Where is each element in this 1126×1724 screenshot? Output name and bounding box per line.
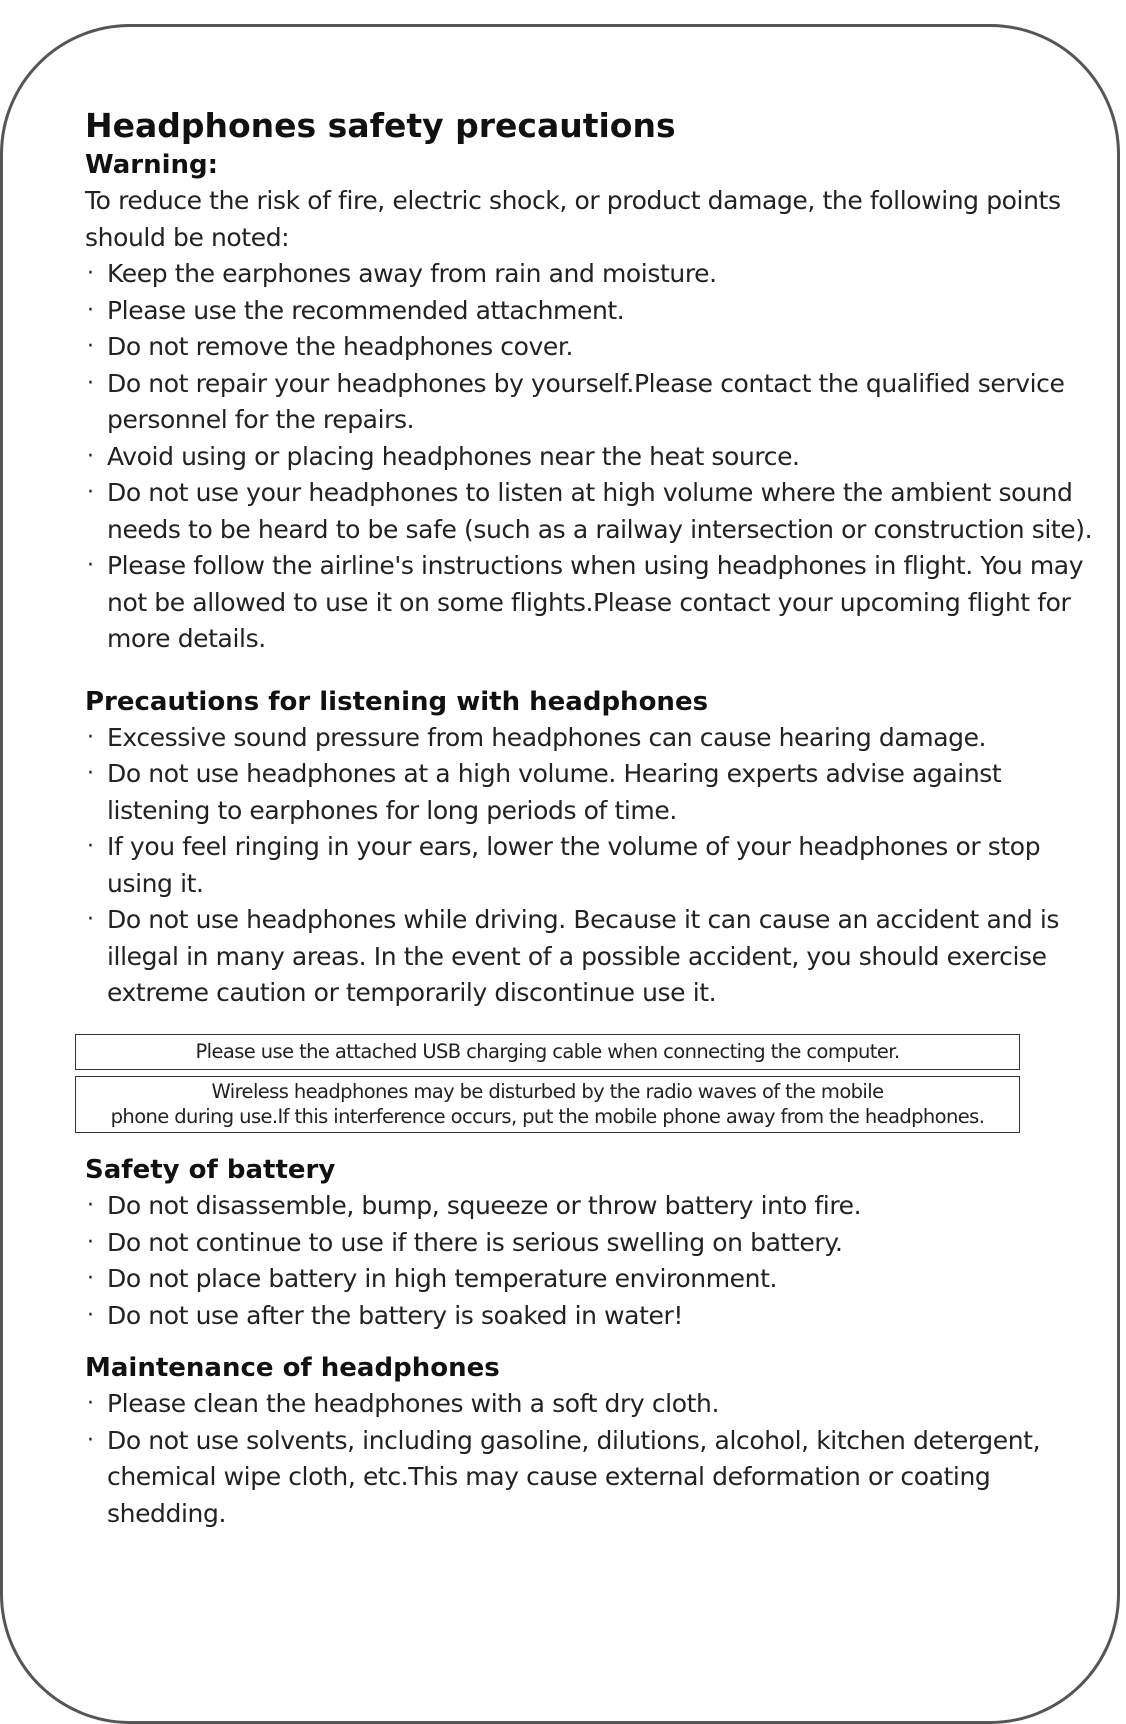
warning-label: Warning: [85,150,219,180]
bullet-icon: · [87,907,94,932]
battery-section-title: Safety of battery [85,1155,336,1185]
lower-content [85,1152,1105,1532]
list-item [85,1261,1105,1298]
bullet-icon: · [87,297,94,323]
list-item [85,902,1105,1012]
list-item [85,439,1105,476]
bullet-icon: · [87,1302,94,1328]
list-item-text: Do not place battery in high temperature environment. [107,1264,778,1293]
list-item [85,256,1105,293]
list-item-text: Do not use headphones at a high volume. Hearing experts advise against listening to earphones for long periods of time. [107,759,1002,825]
list-item-text: Keep the earphones away from rain and moisture. [107,259,717,288]
wireless-notice-line1: Wireless headphones may be disturbed by the radio waves of the mobile [211,1080,884,1103]
list-item-text: Do not continue to use if there is serious swelling on battery. [107,1227,843,1257]
page-title: Headphones safety precautions [85,106,676,145]
bullet-icon: · [87,443,94,469]
list-item [85,1298,1105,1335]
list-item-text: Please follow the airline's instructions when using headphones in flight. You may not be allowed to use it on some flights.Please contact your upcoming flight for more details. [107,551,1084,653]
list-item-text: Do not repair your headphones by yourself.Please contact the qualified service personnel for the repairs. [107,368,1065,434]
listening-section-title: Precautions for listening with headphones [85,686,709,717]
maintenance-section-title: Maintenance of headphones [85,1353,500,1383]
list-item-text: Excessive sound pressure from headphones can cause hearing damage. [107,722,987,752]
bullet-icon: · [87,1193,94,1218]
list-item-text: Avoid using or placing headphones near the heat source. [107,441,800,471]
list-item-text: If you feel ringing in your ears, lower the volume of your headphones or stop using it. [107,832,1041,898]
list-item [85,720,1105,757]
list-item [85,829,1105,902]
list-item-text: Please clean the headphones with a soft dry cloth. [107,1389,720,1418]
bullet-icon: · [87,1229,94,1255]
list-item-text: Do not use solvents, including gasoline, dilutions, alcohol, kitchen detergent, chemical wipe cloth, etc.This may cause external deformation or coating shedding. [107,1425,1041,1528]
list-item [85,475,1105,548]
list-item-text: Please use the recommended attachment. [107,295,625,325]
list-item [85,756,1105,829]
bullet-icon: · [87,370,94,396]
listening-list [85,720,1105,1012]
list-item [85,329,1105,366]
list-item [85,1225,1105,1262]
bullet-icon: · [87,553,94,578]
usb-notice-box [75,1034,1020,1070]
list-item [85,1188,1105,1225]
list-item [85,366,1105,439]
list-item-text: Do not remove the headphones cover. [107,332,574,361]
list-item-text: Do not use your headphones to listen at high volume where the ambient sound needs to be heard to be safe (such as a railway intersection or construction site). [107,478,1093,544]
list-item [85,1423,1105,1533]
list-item [85,293,1105,330]
bullet-icon: · [87,480,94,505]
warning-list [85,256,1105,658]
bullet-icon: · [87,724,94,750]
wireless-notice-box [75,1076,1020,1133]
bullet-icon: · [87,1391,94,1416]
bullet-icon: · [87,834,94,859]
warning-intro: To reduce the risk of fire, electric shock, or product damage, the following points should be noted: [85,186,1061,252]
list-item-text: Do not use headphones while driving. Because it can cause an accident and is illegal in many areas. In the event of a possible accident, you should exercise extreme caution or temporarily discontinue use it. [107,905,1060,1007]
list-item [85,1386,1105,1423]
wireless-notice-line2: phone during use.If this interference occurs, put the mobile phone away from the headphones. [110,1105,985,1128]
upper-content [85,105,1105,1012]
maintenance-list [85,1386,1105,1532]
bullet-icon: · [87,334,94,359]
bullet-icon: · [87,1266,94,1291]
list-item-text: Do not use after the battery is soaked in water! [107,1300,683,1330]
list-item [85,548,1105,658]
bullet-icon: · [87,261,94,286]
list-item-text: Do not disassemble, bump, squeeze or throw battery into fire. [107,1191,862,1220]
battery-list [85,1188,1105,1334]
bullet-icon: · [87,1427,94,1453]
usb-notice-text: Please use the attached USB charging cable when connecting the computer. [195,1040,900,1063]
bullet-icon: · [87,761,94,786]
